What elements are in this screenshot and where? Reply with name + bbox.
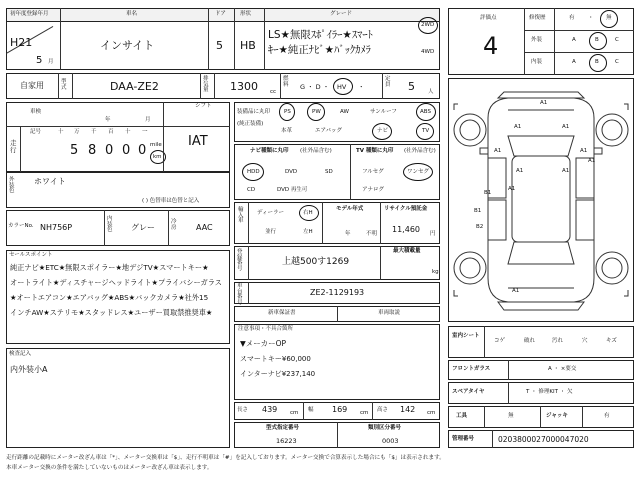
car-name-label: 車名 xyxy=(126,11,138,17)
equip-tv-circle xyxy=(416,123,434,140)
equip-navi-circle xyxy=(372,123,392,140)
nav-dvd: DVD xyxy=(285,169,298,175)
shift-value: IAT xyxy=(188,134,208,149)
width-unit: cm xyxy=(360,410,369,416)
grade-label: グレード xyxy=(330,11,353,17)
tools-label: 工具 xyxy=(456,413,468,419)
tools-value: 無 xyxy=(508,413,514,419)
mark-10: B1 xyxy=(484,190,492,196)
exterior-grade-c: C xyxy=(615,37,619,43)
max-load-label: 最大積載量 xyxy=(393,248,421,254)
mark-6: A1 xyxy=(588,158,596,164)
fuel-selected: HV xyxy=(337,83,347,91)
equip-abs-circle xyxy=(416,103,436,121)
equip-pw: PW xyxy=(312,109,321,115)
jack-value: 有 xyxy=(604,413,610,419)
car-diagram xyxy=(448,78,634,322)
length-unit: cm xyxy=(290,410,299,416)
equip-sunroof: サンルーフ xyxy=(370,109,397,115)
shift-label: シフト xyxy=(195,103,212,109)
mark-1: A1 xyxy=(540,100,548,106)
color-code-value: NH756P xyxy=(40,223,73,232)
height-unit: cm xyxy=(427,410,436,416)
mark-9: A1 xyxy=(508,186,516,192)
nav-cd: CD xyxy=(247,187,256,193)
mark-7: A1 xyxy=(516,168,524,174)
interior-color-label: 内装色 xyxy=(107,216,113,233)
doors-value: 5 xyxy=(216,39,223,52)
mileage-unit-4: 百 xyxy=(108,129,114,135)
recycle-label: リサイクル預託金 xyxy=(384,206,428,212)
equip-aw: AW xyxy=(340,109,349,115)
nav-hdd: HDD xyxy=(247,169,260,175)
car-wheel-fl xyxy=(454,114,486,146)
tv-oneseg-circle xyxy=(403,163,433,181)
model-year-unknown: 不明 xyxy=(366,231,378,237)
mileage-unit-2: 万 xyxy=(74,129,80,135)
mark-13: A1 xyxy=(512,288,520,294)
mileage-unit-6: 一 xyxy=(142,129,148,135)
car-right-front-door xyxy=(576,158,594,198)
sales-point-label: セールスポイント xyxy=(9,252,53,258)
mileage-digit-4: 0 xyxy=(122,143,131,158)
vehicle-manual: 車両取説 xyxy=(378,310,401,316)
equip-airbag: エアバッグ xyxy=(315,128,343,134)
color-note: ( ) 色替車は色替と記入 xyxy=(142,198,200,204)
tv-analog: アナログ xyxy=(362,187,385,193)
sales-point-line-4: インチAW★ステリモ★スタッドレス★ユーザー買取禁推奨車★ xyxy=(10,308,213,317)
interior-b-circle xyxy=(589,54,607,72)
score-label: 評価点 xyxy=(480,15,497,21)
drive-2wd: 2WD xyxy=(421,22,435,28)
equipment-block xyxy=(234,102,440,142)
first-reg-era: H21 xyxy=(10,36,33,49)
car-rear-window xyxy=(508,242,574,264)
capacity-unit: 人 xyxy=(428,89,434,95)
equipment-title: 装備品に丸印 xyxy=(237,109,271,115)
exterior-grade-a: A xyxy=(572,37,576,43)
mileage-digit-5: 0 xyxy=(138,143,147,158)
room-item-5: キズ xyxy=(606,338,617,344)
chassis-label: 車台番号 xyxy=(237,283,243,306)
control-label: 管理番号 xyxy=(452,436,475,442)
month-unit: 月 xyxy=(48,59,54,65)
interior-grade-c: C xyxy=(615,59,619,65)
type-spec-label: 型式指定番号 xyxy=(266,425,300,431)
fuel-label: 燃料 xyxy=(283,76,289,88)
mark-8: A1 xyxy=(562,168,570,174)
equip-tv: TV xyxy=(422,128,430,134)
notice-line-1: ▼メーカーOP xyxy=(240,339,287,348)
chassis-value: ZE2-1129193 xyxy=(310,288,365,297)
notice-line-3: インターナビ¥237,140 xyxy=(240,370,316,378)
mark-4: A1 xyxy=(494,148,502,154)
exterior-b-circle xyxy=(589,32,607,50)
car-left-rear-door xyxy=(488,200,506,240)
inspection-label: 車検 xyxy=(30,109,42,115)
mark-11: B1 xyxy=(474,208,482,214)
inspection-month: 月 xyxy=(145,117,151,123)
nav-title: ナビ種類に丸印 xyxy=(250,148,289,154)
max-load-unit: kg xyxy=(432,269,439,275)
room-label: 室内シート xyxy=(452,333,480,339)
recycle-value: 11,460 xyxy=(392,225,420,234)
exterior-label: 外装 xyxy=(531,37,543,43)
glass-label: フロントガラス xyxy=(452,366,491,372)
nav-hdd-circle xyxy=(242,163,264,181)
equip-abs: ABS xyxy=(420,109,431,115)
mileage-digit-3: 0 xyxy=(105,143,114,158)
car-wheel-rl xyxy=(454,252,486,284)
control-value: 0203800027000047020 xyxy=(498,435,589,444)
mileage-unit-5: 十 xyxy=(125,129,131,135)
mileage-unit-3: 千 xyxy=(91,129,97,135)
import-parallel: 並行 xyxy=(265,229,277,235)
score-value: 4 xyxy=(483,32,499,60)
shape-value: HB xyxy=(240,39,256,52)
room-item-2: 破れ xyxy=(524,338,536,344)
import-right: 右H xyxy=(303,210,313,216)
repair-opt-sep: ・ xyxy=(588,15,594,21)
footer-line-2: 本車メーター交換の条件を満たしていないものはメーター改ざん車は表示します。 xyxy=(6,465,213,471)
interior-grade-a: A xyxy=(572,59,576,65)
glass-value: A ・ ×要交 xyxy=(548,366,577,372)
recycle-yen: 円 xyxy=(430,231,436,237)
car-left-mirror xyxy=(480,148,488,154)
equip-ps-circle xyxy=(279,103,295,121)
repair-no-circle xyxy=(600,10,618,28)
interior-label: 内装 xyxy=(531,59,543,65)
capacity-label: 定員 xyxy=(385,76,391,88)
spare-label: スペアタイヤ xyxy=(452,389,485,395)
ac-value: AAC xyxy=(196,223,213,232)
model-year-unit: 年 xyxy=(345,231,351,237)
equip-pw-circle xyxy=(307,103,325,121)
cc-unit: cc xyxy=(270,89,277,95)
mileage-digit-1: 5 xyxy=(70,143,79,158)
nav-sd: SD xyxy=(325,169,333,175)
footer-line-1: 走行距離の記載時にメーター改ざん車は「*」、メーター交換車は「$」、走行不明車は「#」を記入しております。メーター交換で合算表示した場合にも「$」は表示されます。 xyxy=(6,455,445,461)
sales-point-line-2: オートライト★ディスチャージヘッドライト★プライバシーガラス xyxy=(10,278,222,287)
fuel-options: G ・ D ・ xyxy=(300,83,330,91)
fuel-tail: ・ xyxy=(358,83,365,91)
model-year-label: モデル年式 xyxy=(336,206,364,212)
ac-label: 冷房 xyxy=(171,219,177,231)
nav-subtitle: (社外品含む) xyxy=(300,148,332,154)
mileage-unit-1: 十 xyxy=(58,129,64,135)
color-code-label: カラーNo. xyxy=(8,223,34,229)
jack-label: ジャッキ xyxy=(546,413,568,419)
interior-color-value: グレー xyxy=(131,223,155,232)
inspector-label: 検査記入 xyxy=(9,351,32,357)
use-value: 自家用 xyxy=(20,81,44,90)
plate-value: 上越500す1269 xyxy=(282,257,350,267)
first-reg-label: 初年度登録年月 xyxy=(10,11,49,17)
width-label: 幅 xyxy=(308,407,314,413)
equip-leather: 本革 xyxy=(281,128,293,134)
equip-navi: ナビ xyxy=(377,128,389,134)
room-item-1: コゲ xyxy=(494,338,506,344)
capacity-value: 5 xyxy=(408,80,415,93)
spare-value: T ・ 修理KIT ・ 欠 xyxy=(526,389,573,395)
mileage-label: 走行 xyxy=(10,139,17,154)
width-value: 169 xyxy=(332,405,348,414)
car-windshield xyxy=(508,136,574,156)
mileage-km: km xyxy=(153,154,162,160)
new-car-warranty: 新車保証書 xyxy=(268,310,296,316)
mileage-mile: mile xyxy=(150,142,162,148)
inspector-block xyxy=(6,348,230,448)
mark-5: A1 xyxy=(580,148,588,154)
tv-title: TV 種類に丸印 xyxy=(356,148,394,154)
grade-line-2: ｷｰ★純正ﾅﾋﾞ★ﾊﾞｯｸｶﾒﾗ xyxy=(268,44,371,56)
sales-point-line-3: ★オートエアコン★エアバッグ★ABS★バックカメラ★社外15 xyxy=(10,293,209,302)
length-label: 長さ xyxy=(237,407,249,413)
notice-line-2: スマートキー¥60,000 xyxy=(240,355,311,363)
notice-label: 注意事項・不具合箇所 xyxy=(238,326,294,332)
inspection-year: 年 xyxy=(105,117,111,123)
model-label: 型式 xyxy=(61,79,67,91)
category-label: 類別区分番号 xyxy=(368,425,402,431)
mark-12: B2 xyxy=(476,224,484,230)
grade-line-1: LS★無限ｽﾎﾟｲﾗｰ★ｽﾏｰﾄ xyxy=(268,29,373,41)
exterior-color-value: ホワイト xyxy=(34,177,66,186)
sales-point-line-1: 純正ナビ★ETC★無限スポイラー★地デジTV★スマートキー★ xyxy=(10,263,209,272)
mark-3: A1 xyxy=(562,124,570,130)
exterior-color-label: 外装色 xyxy=(9,177,15,194)
tv-fullseg: フルセグ xyxy=(362,169,384,175)
car-rear-bumper xyxy=(498,302,584,310)
inspector-value: 内外装小A xyxy=(10,365,48,374)
height-value: 142 xyxy=(400,405,416,414)
doors-label: ドア xyxy=(215,11,226,17)
car-right-rear-door xyxy=(576,200,594,240)
tv-oneseg: ワンセグ xyxy=(407,169,430,175)
interior-grade-b: B xyxy=(595,59,599,65)
first-reg-month: 5 xyxy=(36,55,43,66)
import-right-circle xyxy=(299,205,319,221)
repair-opt-yes: 有 xyxy=(569,15,575,21)
car-name: インサイト xyxy=(100,39,155,52)
mark-2: A1 xyxy=(514,124,522,130)
displacement-label: 排気量 xyxy=(203,76,209,93)
exterior-grade-b: B xyxy=(595,37,599,43)
tv-subtitle: (社外品含む) xyxy=(404,148,436,154)
plate-label: 登録番号 xyxy=(237,249,243,272)
room-item-3: 汚れ xyxy=(552,338,564,344)
length-value: 439 xyxy=(262,405,278,414)
room-item-4: 穴 xyxy=(582,338,588,344)
shape-label: 形状 xyxy=(240,11,252,17)
nav-dvd-play: DVD 再生可 xyxy=(277,187,308,193)
car-front-bumper xyxy=(498,92,584,98)
category-value: 0003 xyxy=(382,437,399,445)
model-value: DAA-ZE2 xyxy=(110,80,159,93)
repair-opt-no: 無 xyxy=(606,15,612,21)
import-left: 左H xyxy=(303,229,313,235)
height-label: 高さ xyxy=(377,407,389,413)
type-spec-value: 16223 xyxy=(276,437,297,445)
displacement-value: 1300 xyxy=(230,80,258,93)
repair-label: 修復歴 xyxy=(529,15,546,21)
car-right-mirror xyxy=(594,148,602,154)
mileage-record-label: 記号 xyxy=(30,129,42,135)
drive-4wd: 4WD xyxy=(421,49,435,55)
import-dealer: ディーラー xyxy=(257,210,285,216)
import-label: 輸入車 xyxy=(238,207,244,224)
equip-ps: PS xyxy=(284,109,291,115)
car-wheel-rr xyxy=(596,252,628,284)
mileage-digit-2: 8 xyxy=(88,143,97,158)
equipment-subtitle: (純正装備) xyxy=(237,121,264,127)
car-wheel-fr xyxy=(596,114,628,146)
